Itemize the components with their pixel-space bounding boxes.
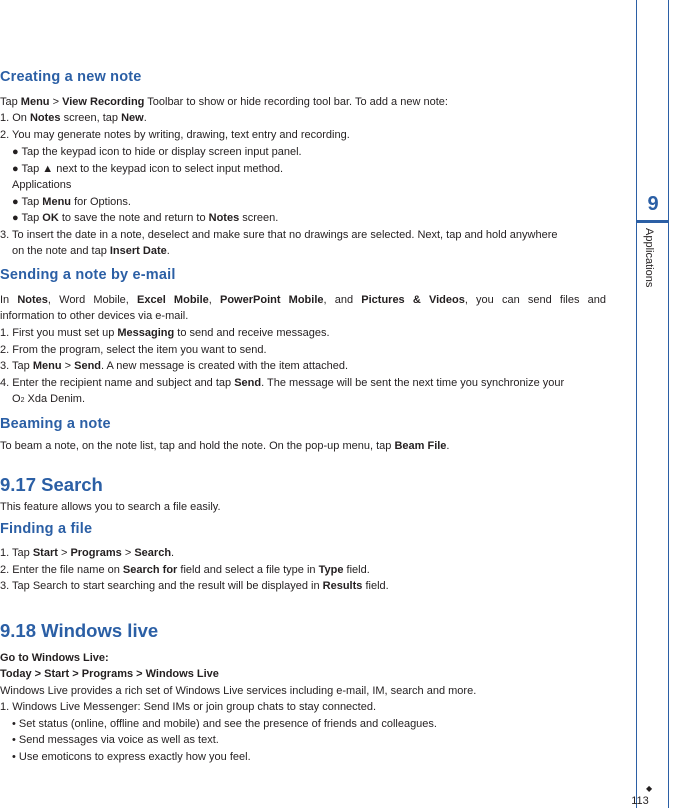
search-step-1: 1. Tap Start > Programs > Search.: [0, 547, 175, 559]
windows-live-text: Windows Live provides a rich set of Windows Live services including e-mail, IM, search and more.: [0, 685, 477, 697]
windows-live-bullet-1: • Set status (online, offline and mobile) and see the presence of friends and colleagues.: [12, 718, 437, 730]
creating-bullet-4: ● Tap OK to save the note and return to Notes screen.: [12, 212, 279, 224]
sending-step-4-line-2: O2 Xda Denim.: [12, 393, 85, 405]
creating-step-1: 1. On Notes screen, tap New.: [0, 112, 147, 124]
creating-step-3-line-2: on the note and tap Insert Date.: [12, 245, 170, 257]
creating-step-3-line-1: 3. To insert the date in a note, deselect and make sure that no drawings are selected. Next, tap and hold anywhere: [0, 229, 558, 241]
chapter-number: 9: [647, 193, 659, 215]
sending-intro-line-2: information to other devices via e-mail.: [0, 310, 189, 322]
diamond-icon: ◆: [646, 784, 653, 793]
page-number: 113: [631, 795, 649, 807]
windows-live-bullet-2: • Send messages via voice as well as text.: [12, 734, 219, 746]
heading-creating-note: Creating a new note: [0, 69, 142, 85]
search-text: This feature allows you to search a file easily.: [0, 501, 221, 513]
sending-step-4-line-1: 4. Enter the recipient name and subject and tap Send. The message will be sent the next time you synchronize your: [0, 377, 565, 389]
creating-intro: Tap Menu > View Recording Toolbar to show or hide recording tool bar. To add a new note:: [0, 96, 448, 108]
heading-search: 9.17 Search: [0, 474, 103, 495]
sending-step-3: 3. Tap Menu > Send. A new message is created with the item attached.: [0, 360, 349, 372]
windows-live-goto: Go to Windows Live:: [0, 652, 109, 664]
beaming-text: To beam a note, on the note list, tap and hold the note. On the pop-up menu, tap Beam File.: [0, 440, 450, 452]
creating-step-2: 2. You may generate notes by writing, drawing, text entry and recording.: [0, 129, 350, 141]
creating-bullet-2: ● Tap ▲ next to the keypad icon to select input method.: [12, 163, 284, 175]
heading-beaming-note: Beaming a note: [0, 416, 111, 432]
heading-finding-file: Finding a file: [0, 521, 93, 537]
chapter-tab-bar: [637, 220, 669, 223]
sending-step-1: 1. First you must set up Messaging to send and receive messages.: [0, 327, 330, 339]
chapter-title: Applications: [643, 228, 655, 288]
sending-intro-line-1: In Notes, Word Mobile, Excel Mobile, PowerPoint Mobile, and Pictures & Videos, you can send files and: [0, 294, 606, 306]
heading-windows-live: 9.18 Windows live: [0, 620, 159, 641]
windows-live-bullet-3: • Use emoticons to express exactly how you feel.: [12, 751, 251, 763]
creating-applications: Applications: [12, 179, 72, 191]
windows-live-step-1: 1. Windows Live Messenger: Send IMs or join group chats to stay connected.: [0, 701, 377, 713]
windows-live-path: Today > Start > Programs > Windows Live: [0, 668, 219, 680]
creating-bullet-1: ● Tap the keypad icon to hide or display screen input panel.: [12, 146, 302, 158]
margin-rule-left: [636, 0, 637, 808]
heading-sending-note: Sending a note by e-mail: [0, 267, 176, 283]
margin-rule-right: [668, 0, 669, 808]
sending-step-2: 2. From the program, select the item you want to send.: [0, 344, 267, 356]
search-step-3: 3. Tap Search to start searching and the result will be displayed in Results field.: [0, 580, 389, 592]
creating-bullet-3: ● Tap Menu for Options.: [12, 196, 131, 208]
search-step-2: 2. Enter the file name on Search for field and select a file type in Type field.: [0, 564, 370, 576]
